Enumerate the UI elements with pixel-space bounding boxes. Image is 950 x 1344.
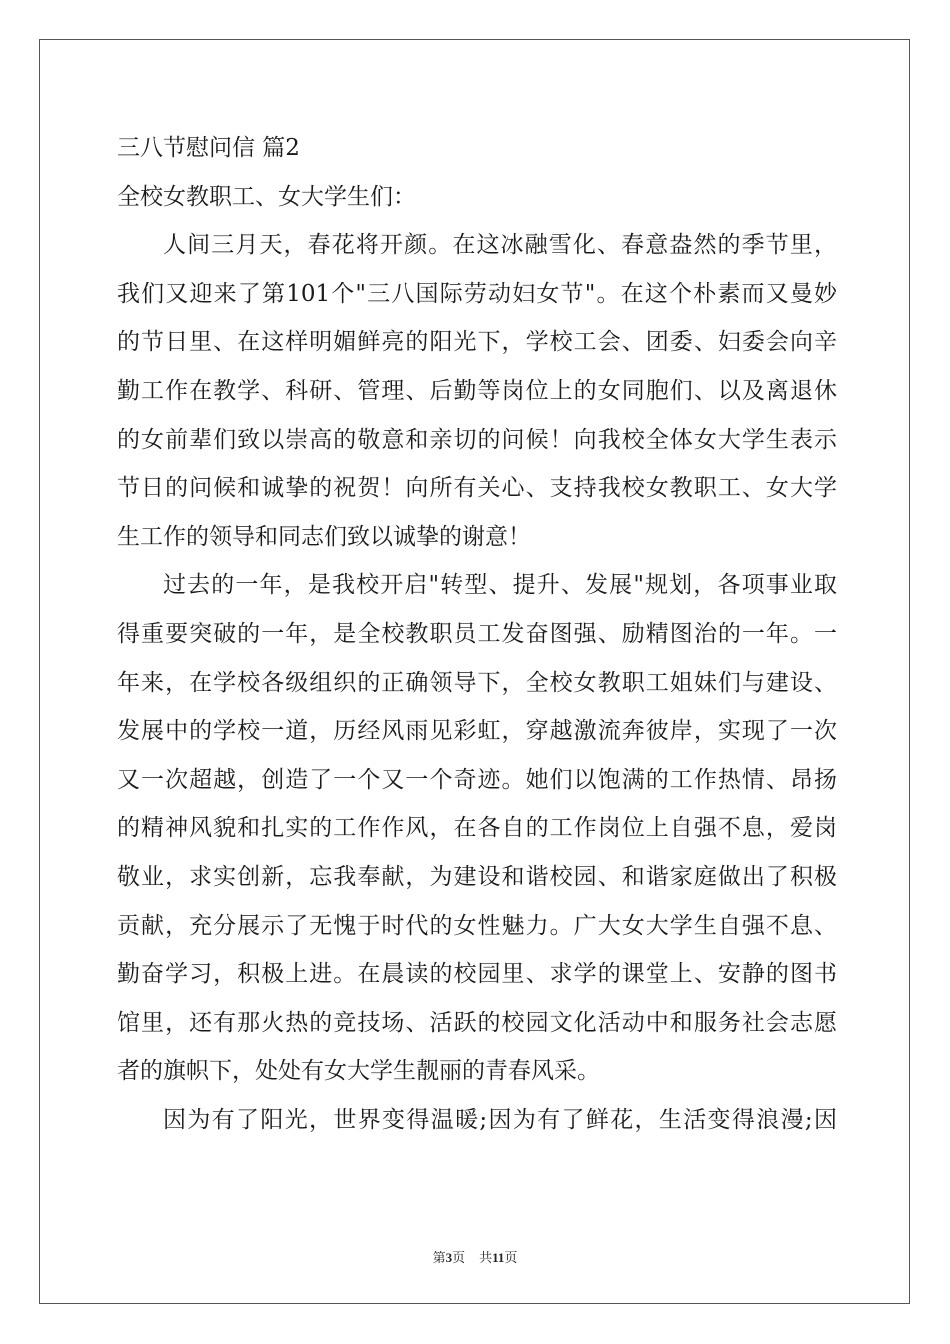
current-page-number: 3 bbox=[445, 1250, 453, 1265]
page-prefix: 第 bbox=[432, 1250, 446, 1265]
paragraph-line: 得重要突破的一年，是全校教职员工发奋图强、励精图治的一年。一 bbox=[117, 620, 837, 647]
paragraph-line: 的女前辈们致以崇高的敬意和亲切的问候！向我校全体女大学生表示 bbox=[117, 426, 837, 453]
paragraph-line: 我们又迎来了第101个"三八国际劳动妇女节"。在这个朴素而又曼妙 bbox=[117, 280, 837, 307]
document-title: 三八节慰问信 篇2 bbox=[117, 135, 300, 161]
paragraph-line: 敬业，求实创新，忘我奉献，为建设和谐校园、和谐家庭做出了积极 bbox=[117, 863, 837, 890]
paragraph-3 bbox=[117, 1096, 837, 1145]
total-page-number: 11 bbox=[492, 1250, 505, 1265]
paragraph-line: 因为有了阳光，世界变得温暖;因为有了鲜花，生活变得浪漫;因 bbox=[163, 1106, 837, 1133]
paragraph-line: 年来，在学校各级组织的正确领导下，全校女教职工姐妹们与建设、 bbox=[117, 669, 837, 696]
total-prefix: 共 bbox=[479, 1250, 493, 1265]
paragraph-1 bbox=[117, 221, 837, 561]
paragraph-line: 的精神风貌和扎实的工作作风，在各自的工作岗位上自强不息，爱岗 bbox=[117, 815, 837, 842]
paragraph-line: 节日的问候和诚挚的祝贺！向所有关心、支持我校女教职工、女大学 bbox=[117, 475, 837, 502]
total-unit: 页 bbox=[504, 1250, 518, 1265]
salutation: 全校女教职工、女大学生们： bbox=[117, 183, 416, 210]
paragraph-line: 生工作的领导和同志们致以诚挚的谢意！ bbox=[117, 523, 531, 550]
page-footer bbox=[0, 1247, 950, 1266]
paragraph-line: 勤工作在教学、科研、管理、后勤等岗位上的女同胞们、以及离退休 bbox=[117, 377, 837, 404]
paragraph-line: 馆里，还有那火热的竞技场、活跃的校园文化活动中和服务社会志愿 bbox=[117, 1009, 837, 1036]
paragraph-line: 过去的一年，是我校开启"转型、提升、发展"规划，各项事业取 bbox=[163, 572, 837, 599]
page-unit: 页 bbox=[452, 1250, 466, 1265]
paragraph-line: 贡献，充分展示了无愧于时代的女性魅力。广大女大学生自强不息、 bbox=[117, 912, 837, 939]
paragraph-line: 人间三月天，春花将开颜。在这冰融雪化、春意盎然的季节里， bbox=[163, 232, 837, 259]
paragraph-line: 勤奋学习，积极上进。在晨读的校园里、求学的课堂上、安静的图书 bbox=[117, 961, 837, 988]
paragraph-line: 又一次超越，创造了一个又一个奇迹。她们以饱满的工作热情、昂扬 bbox=[117, 766, 837, 793]
paragraph-line: 发展中的学校一道，历经风雨见彩虹，穿越激流奔彼岸，实现了一次 bbox=[117, 718, 837, 745]
document-body bbox=[117, 124, 837, 1144]
paragraph-line: 的节日里、在这样明媚鲜亮的阳光下，学校工会、团委、妇委会向辛 bbox=[117, 329, 837, 356]
paragraph-2 bbox=[117, 561, 837, 1096]
paragraph-line: 者的旗帜下，处处有女大学生靓丽的青春风采。 bbox=[117, 1058, 600, 1085]
